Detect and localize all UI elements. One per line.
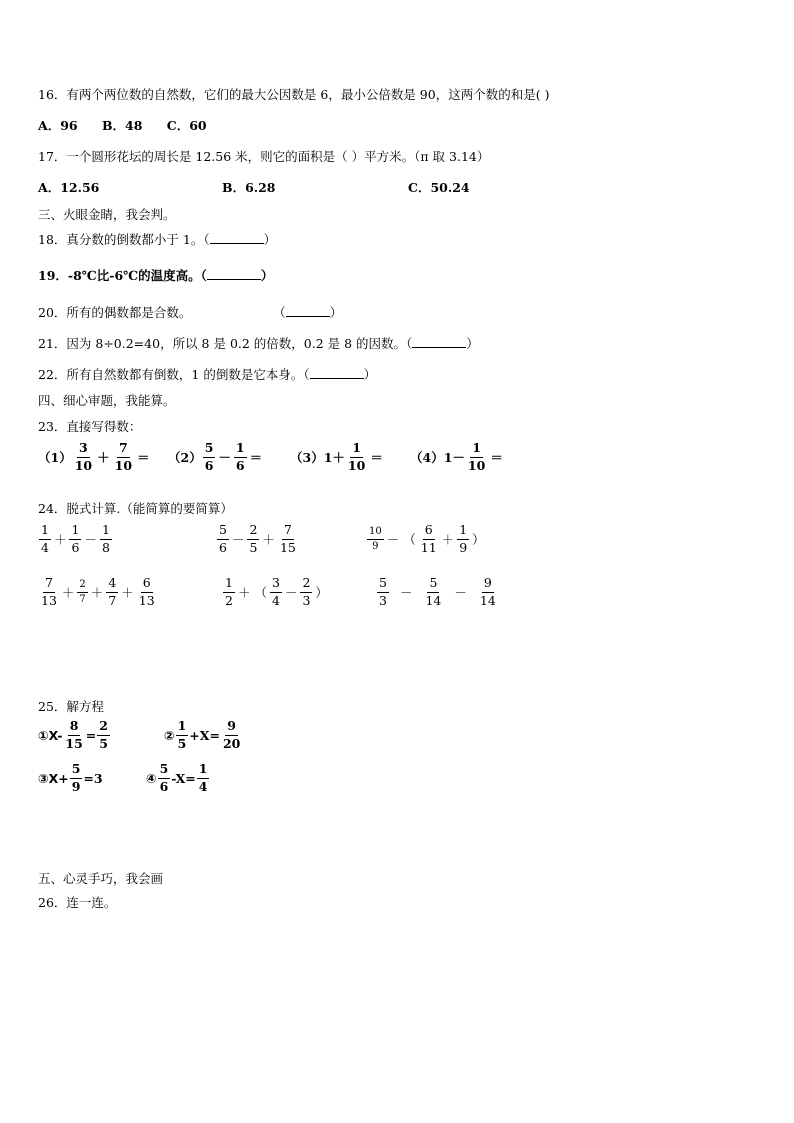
fraction: $\frac{2}{7}$ [79,578,86,605]
paren: ） [466,336,479,351]
answer-blank[interactable] [412,335,466,348]
option-a: A．96 [38,118,78,133]
plus-sign: ＋ [121,585,134,600]
plus-sign: ＋ [53,532,67,547]
question-22-text: 22．所有自然数都有倒数，1 的倒数是它本身。（ [38,367,310,382]
section-3-heading: 三、火眼金睛，我会判。 [38,207,176,222]
question-16-text: 16．有两个两位数的自然数，它们的最大公因数是 6，最小公倍数是 90，这两个数的和是( ) [38,87,550,102]
fraction: $\frac{5}{14}$ [425,575,442,608]
equals-sign: ＝ [249,450,263,465]
section-5-heading: 五、心灵手巧，我会画 [38,871,164,886]
fraction: $\frac{7}{13}$ [41,575,57,608]
fraction: $\frac{3}{10}$ [74,440,93,473]
right-paren: ） [315,585,328,600]
question-18 [38,230,276,248]
fraction: $\frac{1}{4}$ [41,522,49,555]
minus-x: -X= [171,770,196,786]
minus-sign: － [399,585,413,600]
fraction: $\frac{2}{3}$ [302,575,311,608]
equation-3 [38,763,103,793]
question-18-text: 18．真分数的倒数都小于 1。（ [38,232,210,247]
question-17-text: 17．一个圆形花坛的周长是 12.56 米，则它的面积是（ ）平方米。（π 取 3.14） [38,149,490,164]
plus-sign: ＋ [61,585,75,600]
fraction: $\frac{9}{14}$ [479,575,496,608]
item-label: （1） [38,450,72,465]
question-25-title: 25．解方程 [38,699,104,714]
paren: （ [279,305,286,320]
minus-sign: － [231,532,245,547]
answer-blank[interactable] [210,231,264,244]
equation-marker: ② [164,727,175,743]
fraction: $\frac{2}{5}$ [249,522,258,555]
minus-sign: － [454,585,467,600]
item-label: （3）1＋ [290,450,345,465]
equals-sign: ＝ [490,450,503,465]
question-16 [38,85,549,103]
fraction: $\frac{3}{4}$ [271,575,280,608]
paren: ） [260,268,274,283]
equation-marker: ③X+ [38,770,69,786]
q23-item-4 [410,442,505,472]
option-a: A．12.56 [38,180,100,195]
option-b: B．6.28 [222,180,276,195]
fraction: $\frac{5}{6}$ [219,522,227,555]
minus-sign: － [84,532,97,547]
equation-1 [38,720,111,750]
plus-sign: ＋ [441,532,455,547]
question-16-options [38,116,207,134]
plus-x: +X= [189,727,220,743]
fraction: $\frac{5}{6}$ [204,440,214,473]
fraction: $\frac{7}{10}$ [114,440,133,473]
fraction: $\frac{10}{9}$ [369,525,382,552]
left-paren: （ [403,532,416,547]
q23-item-1 [38,442,152,472]
answer-blank[interactable] [207,267,261,280]
fraction: $\frac{6}{13}$ [138,575,155,608]
item-label: （2） [168,450,202,465]
q24-expression-1 [38,524,113,554]
fraction: $\frac{1}{8}$ [101,522,110,555]
equation-marker: ①X- [38,727,63,743]
fraction: $\frac{1}{9}$ [459,522,468,555]
fraction: $\frac{1}{10}$ [467,440,486,473]
fraction: $\frac{1}{4}$ [198,761,208,794]
section-4-heading: 四、细心审题，我能算。 [38,393,176,408]
fraction: $\frac{6}{11}$ [420,522,437,555]
q23-item-3 [290,442,385,472]
fraction: $\frac{5}{3}$ [379,575,387,608]
question-19-text: 19．-8℃比-6℃的温度高。（ [38,268,207,283]
q24-expression-5 [222,577,330,607]
option-b: B．48 [101,118,143,133]
paren: ） [329,305,343,320]
q24-expression-6 [376,577,499,607]
fraction: $\frac{8}{15}$ [65,718,83,751]
q24-expression-3 [366,524,487,554]
item-label: （4）1－ [410,450,465,465]
paren: ） [263,232,277,247]
question-26: 26．连一连。 [38,895,117,910]
fraction: $\frac{4}{7}$ [108,575,117,608]
question-20-text: 20．所有的偶数都是合数。 [38,305,192,320]
question-24-title: 24．脱式计算.（能简算的要简算） [38,501,233,516]
fraction: $\frac{1}{10}$ [347,440,366,473]
fraction: $\frac{1}{5}$ [177,718,187,751]
q24-expression-2 [216,524,299,554]
question-21-text: 21．因为 8÷0.2=40，所以 8 是 0.2 的倍数，0.2 是 8 的因数。（ [38,336,413,351]
equals-sign: ＝ [137,450,150,465]
plus-sign: ＋ [97,450,110,465]
equation-marker: ④ [146,770,157,786]
q24-expression-4 [38,577,158,607]
answer-blank[interactable] [310,366,364,379]
minus-sign: － [386,532,400,547]
minus-sign: － [284,585,298,600]
plus-sign: ＋ [90,585,104,600]
question-22 [38,365,376,383]
question-21 [38,334,479,352]
q23-item-2 [168,442,264,472]
question-17 [38,147,489,165]
fraction: $\frac{1}{6}$ [235,440,245,473]
equals-sign: ＝ [370,450,383,465]
plus-sign: ＋ [262,532,275,547]
fraction: $\frac{5}{6}$ [159,761,169,794]
option-c: C．50.24 [408,180,470,195]
fraction: $\frac{2}{5}$ [99,718,108,751]
fraction: $\frac{7}{15}$ [279,522,296,555]
fraction: $\frac{5}{9}$ [71,761,81,794]
question-23-title: 23．直接写得数： [38,419,142,434]
equation-2 [164,720,243,750]
fraction: $\frac{1}{2}$ [225,575,233,608]
minus-sign: － [218,450,231,465]
question-20 [38,303,342,321]
question-19 [38,266,273,284]
paren: ） [363,367,377,382]
equals-sign: = [85,727,97,743]
equals-three: =3 [83,770,103,786]
fraction: $\frac{9}{20}$ [222,718,241,751]
plus-sign: ＋ [237,585,251,600]
fraction: $\frac{1}{6}$ [71,522,80,555]
right-paren: ） [472,532,485,547]
equation-4 [146,763,210,793]
option-c: C．60 [166,118,207,133]
answer-blank[interactable] [286,304,330,317]
left-paren: （ [254,585,267,600]
